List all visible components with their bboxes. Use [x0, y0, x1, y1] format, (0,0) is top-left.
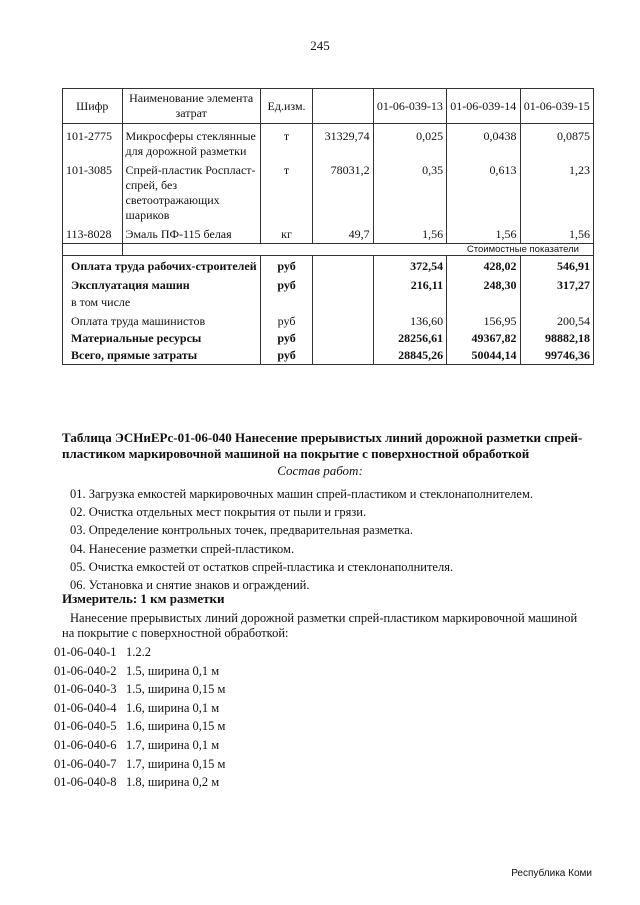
material-v2: 0,613	[447, 160, 520, 224]
including-spacer	[447, 294, 520, 311]
material-row	[63, 160, 594, 224]
material-v1: 0,35	[373, 160, 446, 224]
including-spacer	[313, 294, 373, 311]
code-item	[54, 699, 225, 718]
code-item	[54, 680, 225, 699]
material-resources-unit: руб	[260, 330, 312, 347]
code-item	[54, 717, 225, 736]
operators-name: Оплата труда машинистов	[63, 311, 261, 330]
code-id: 01-06-040-2	[54, 663, 117, 678]
material-code: 113-8028	[63, 224, 123, 244]
code-desc: 1.2.2	[126, 645, 151, 659]
header-col-2: 01-06-039-14	[447, 89, 520, 124]
works-heading: Состав работ:	[277, 463, 363, 478]
work-item: 05. Очистка емкостей от остатков спрей-пластика и стеклонаполнителя.	[70, 559, 454, 574]
cost-table	[62, 88, 594, 365]
machines-v1: 216,11	[373, 275, 446, 294]
meter-desc-line: Нанесение прерывистых линий дорожной разметки спрей-пластиком маркировочной машиной	[70, 611, 578, 625]
code-desc: 1.7, ширина 0,15 м	[126, 756, 226, 771]
header-code: Шифр	[63, 89, 123, 124]
including-spacer	[260, 294, 312, 311]
machines-v3: 317,27	[520, 275, 593, 294]
work-item: 06. Установка и снятие знаков и ограждений.	[70, 578, 310, 593]
code-id: 01-06-040-1	[54, 645, 117, 659]
indicators-spacer	[260, 244, 312, 256]
code-item	[54, 773, 225, 792]
code-item	[54, 662, 225, 681]
total-v3: 99746,36	[520, 347, 593, 365]
code-list	[54, 643, 225, 792]
material-row	[63, 224, 594, 244]
machines-v2: 248,30	[447, 275, 520, 294]
code-desc: 1.7, ширина 0,1 м	[126, 737, 220, 752]
material-v3: 0,0875	[520, 124, 593, 161]
material-price: 31329,74	[313, 124, 373, 161]
code-id: 01-06-040-5	[54, 719, 117, 734]
indicators-spacer	[63, 244, 123, 256]
footer-region: Республика Коми	[511, 868, 592, 879]
material-resources-row	[63, 330, 594, 347]
work-item: 04. Нанесение разметки спрей-пластиком.	[70, 541, 295, 556]
indicators-spacer	[122, 244, 260, 256]
work-item: 01. Загрузка емкостей маркировочных машин спрей-пластиком и стеклонаполнителем.	[70, 487, 534, 501]
meter-label: Измеритель: 1 км разметки	[62, 591, 225, 606]
work-item: 02. Очистка отдельных мест покрытия от пыли и грязи.	[70, 505, 367, 520]
indicators-header-row	[63, 244, 594, 256]
header-unit: Ед.изм.	[260, 89, 312, 124]
table-title: Таблица ЭСНиЕРс-01-06-040 Нанесение прерывистых линий дорожной разметки спрей-пластиком маркировочной машиной на покрытие с поверхностной обработкой	[62, 430, 583, 461]
total-row	[63, 347, 594, 365]
including-spacer	[373, 294, 446, 311]
total-unit: руб	[260, 347, 312, 365]
material-v1: 1,56	[373, 224, 446, 244]
indicators-spacer	[313, 244, 373, 256]
code-desc: 1.5, ширина 0,15 м	[126, 682, 226, 697]
labor-v1: 372,54	[373, 256, 446, 276]
code-id: 01-06-040-6	[54, 737, 117, 752]
material-name: Микросферы стеклянные для дорожной разметки	[122, 124, 260, 161]
operators-v3: 200,54	[520, 311, 593, 330]
meter-description	[62, 611, 610, 641]
code-id: 01-06-040-3	[54, 682, 117, 697]
material-unit: т	[260, 124, 312, 161]
indicators-label: Стоимостные показатели	[373, 244, 593, 256]
machines-price	[313, 275, 373, 294]
operators-price	[313, 311, 373, 330]
material-resources-name: Материальные ресурсы	[63, 330, 261, 347]
operators-unit: руб	[260, 311, 312, 330]
material-resources-v2: 49367,82	[447, 330, 520, 347]
labor-v3: 546,91	[520, 256, 593, 276]
including-label: в том числе	[63, 294, 261, 311]
material-v3: 1,56	[520, 224, 593, 244]
operators-v2: 156,95	[447, 311, 520, 330]
material-name: Спрей-пластик Роспласт-спрей, без светоотражающих шариков	[122, 160, 260, 224]
code-desc: 1.5, ширина 0,1 м	[126, 663, 220, 678]
machines-unit: руб	[260, 275, 312, 294]
header-col-3: 01-06-039-15	[520, 89, 593, 124]
meter-desc-line: на покрытие с поверхностной обработкой:	[62, 626, 289, 640]
operators-row	[63, 311, 594, 330]
material-unit: кг	[260, 224, 312, 244]
code-desc: 1.8, ширина 0,2 м	[126, 775, 220, 790]
labor-row	[63, 256, 594, 276]
material-unit: т	[260, 160, 312, 224]
material-resources-v1: 28256,61	[373, 330, 446, 347]
code-item	[54, 736, 225, 755]
material-row	[63, 124, 594, 161]
header-name: Наименование элемента затрат	[122, 89, 260, 124]
total-price	[313, 347, 373, 365]
material-name: Эмаль ПФ-115 белая	[122, 224, 260, 244]
material-code: 101-3085	[63, 160, 123, 224]
code-id: 01-06-040-4	[54, 700, 117, 715]
material-v3: 1,23	[520, 160, 593, 224]
work-item: 03. Определение контрольных точек, предварительная разметка.	[70, 523, 413, 538]
header-col-1: 01-06-039-13	[373, 89, 446, 124]
work-list	[70, 485, 533, 594]
labor-price	[313, 256, 373, 276]
header-price	[313, 89, 373, 124]
labor-v2: 428,02	[447, 256, 520, 276]
total-name: Всего, прямые затраты	[63, 347, 261, 365]
table-header-row	[63, 89, 594, 124]
material-price: 49,7	[313, 224, 373, 244]
including-row	[63, 294, 594, 311]
including-spacer	[520, 294, 593, 311]
machines-name: Эксплуатация машин	[63, 275, 261, 294]
code-item	[54, 755, 225, 774]
material-v1: 0,025	[373, 124, 446, 161]
code-id: 01-06-040-7	[54, 756, 117, 771]
machines-row	[63, 275, 594, 294]
code-desc: 1.6, ширина 0,15 м	[126, 719, 226, 734]
material-v2: 0,0438	[447, 124, 520, 161]
material-resources-v3: 98882,18	[520, 330, 593, 347]
material-v2: 1,56	[447, 224, 520, 244]
total-v2: 50044,14	[447, 347, 520, 365]
operators-v1: 136,60	[373, 311, 446, 330]
page-number: 245	[310, 38, 330, 53]
material-resources-price	[313, 330, 373, 347]
total-v1: 28845,26	[373, 347, 446, 365]
material-price: 78031,2	[313, 160, 373, 224]
code-desc: 1.6, ширина 0,1 м	[126, 700, 220, 715]
labor-unit: руб	[260, 256, 312, 276]
code-id: 01-06-040-8	[54, 775, 117, 790]
labor-name: Оплата труда рабочих-строителей	[63, 256, 261, 276]
code-item	[54, 643, 225, 662]
material-code: 101-2775	[63, 124, 123, 161]
